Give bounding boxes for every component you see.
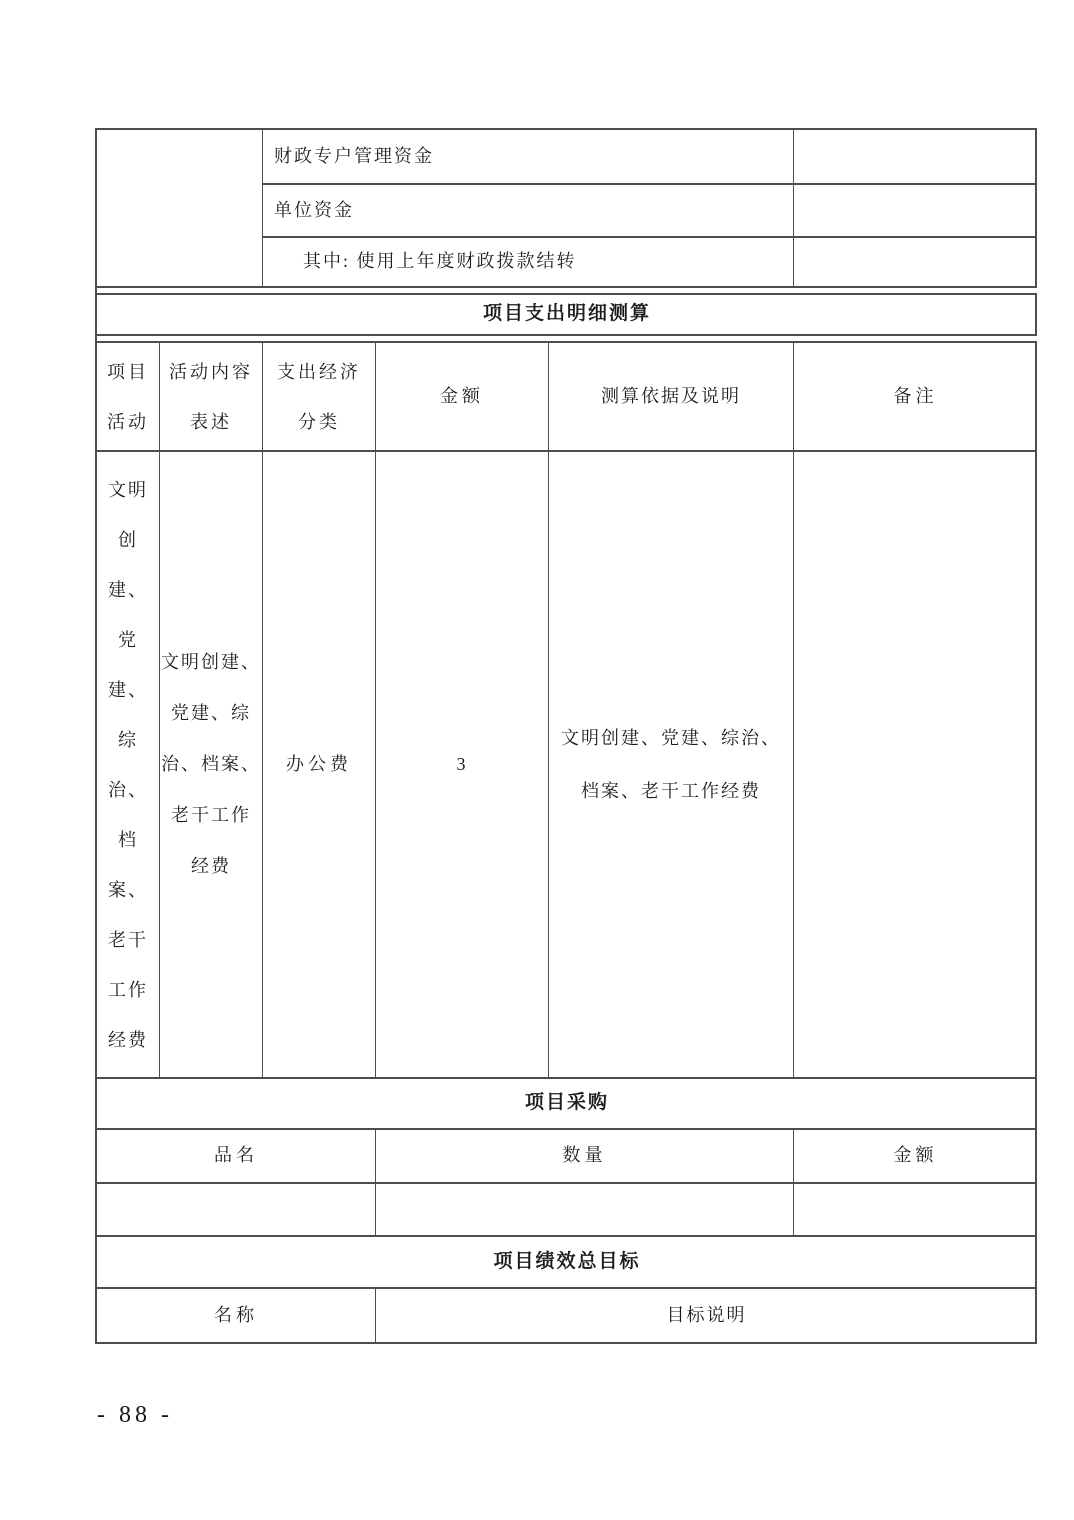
cell-amount: 3	[376, 452, 549, 1079]
header-procurement-amount: 金额	[794, 1130, 1037, 1184]
header-name: 名称	[97, 1289, 376, 1342]
header-line: 活动	[107, 411, 149, 432]
text-line: 档案、老干工作经费	[581, 780, 761, 801]
procurement-amount-cell	[794, 1184, 1037, 1237]
header-line: 分类	[298, 411, 340, 432]
header-project-activity	[97, 341, 160, 452]
vertical-text-line: 建、	[108, 679, 148, 700]
funding-left-merged-cell	[97, 130, 263, 288]
header-line: 项目	[107, 361, 149, 382]
vertical-text-line: 文明	[108, 479, 148, 500]
vertical-text-line: 案、	[108, 879, 148, 900]
funding-row-label: 财政专户管理资金	[263, 130, 794, 185]
vertical-text-line: 经费	[108, 1029, 148, 1050]
text-line: 老干工作	[171, 805, 251, 825]
header-basis: 测算依据及说明	[549, 341, 794, 452]
vertical-text-line: 党	[118, 629, 138, 650]
text-line: 文明创建、党建、综治、	[561, 727, 781, 748]
header-line: 活动内容	[169, 361, 253, 382]
header-goal-description: 目标说明	[666, 1304, 747, 1325]
budget-table	[95, 128, 1037, 1344]
cell-expense-category: 办公费	[263, 452, 376, 1079]
cell-basis	[549, 452, 794, 1079]
header-expense-category	[263, 341, 376, 452]
header-activity-description	[160, 341, 263, 452]
text-line: 党建、综	[171, 703, 251, 723]
header-amount: 金额	[376, 341, 549, 452]
vertical-text-line: 治、	[108, 779, 148, 800]
section-title-procurement: 项目采购	[97, 1079, 1037, 1130]
text-line: 经费	[191, 856, 231, 876]
section-title-expenditure-detail: 项目支出明细测算	[97, 293, 1037, 336]
procurement-quantity-cell	[376, 1184, 794, 1237]
text-line: 文明创建、	[161, 652, 261, 672]
header-quantity: 数量	[376, 1130, 794, 1184]
procurement-item-name-cell	[97, 1184, 376, 1237]
vertical-text-line: 建、	[108, 579, 148, 600]
vertical-text-line: 档	[118, 829, 138, 850]
funding-row-value-cell	[794, 130, 1037, 185]
text-line: 治、档案、	[161, 754, 261, 774]
page-number: - 88 -	[97, 1402, 173, 1428]
funding-row-label: 单位资金	[263, 185, 794, 238]
header-remark: 备注	[794, 341, 1037, 452]
cell-remark	[794, 452, 1037, 1079]
header-line: 表述	[190, 411, 232, 432]
vertical-text-line: 工作	[108, 979, 148, 1000]
vertical-text-line: 综	[118, 729, 138, 750]
funding-row-value-cell	[794, 238, 1037, 288]
section-title-performance-goal: 项目绩效总目标	[97, 1237, 1037, 1289]
cell-activity-description	[160, 452, 263, 1079]
cell-project-activity	[97, 452, 160, 1079]
vertical-text-line: 老干	[108, 929, 148, 950]
funding-row-label: 其中: 使用上年度财政拨款结转	[263, 238, 794, 288]
funding-row-value-cell	[794, 185, 1037, 238]
header-item-name: 品名	[97, 1130, 376, 1184]
vertical-text-line: 创	[118, 529, 138, 550]
header-line: 支出经济	[277, 361, 361, 382]
